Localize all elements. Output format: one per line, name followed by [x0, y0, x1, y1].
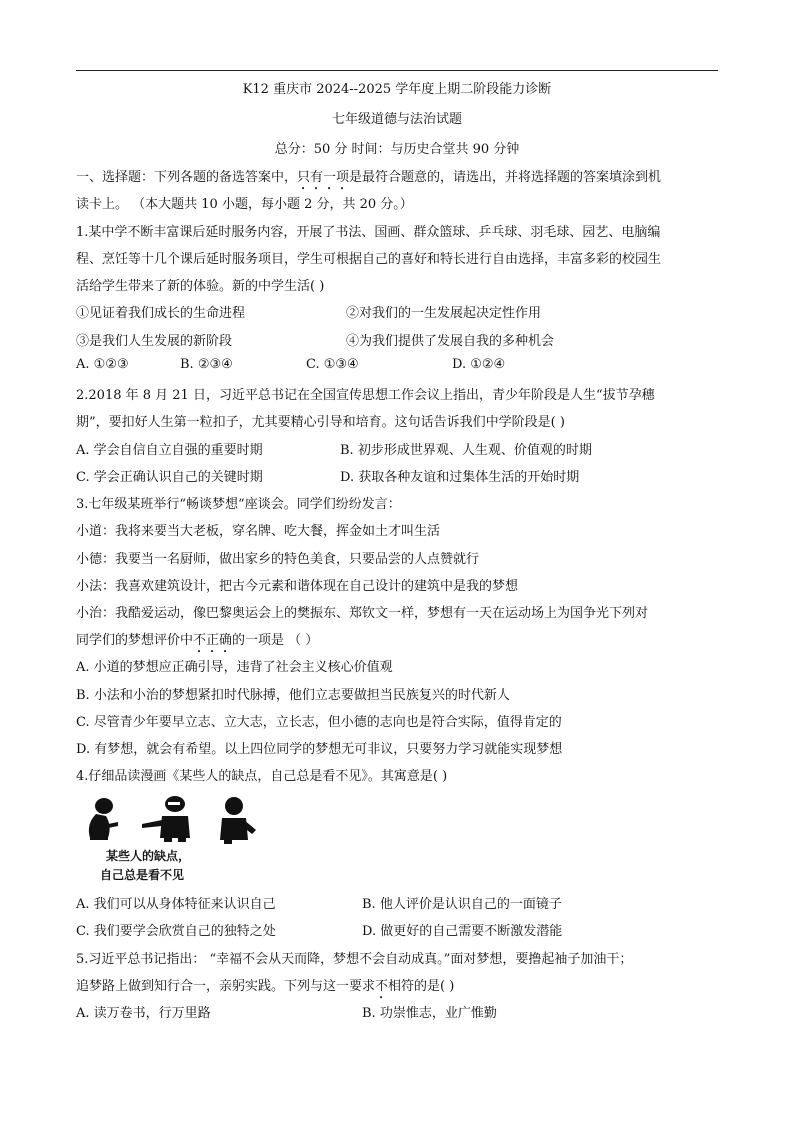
q5-option-a[interactable]: A. 读万卷书，行万里路 — [76, 1006, 211, 1021]
q2-option-d[interactable]: D. 获取各种友谊和过集体生活的开始时期 — [340, 470, 580, 485]
q3-speech-xiaodao: 小道：我将来要当大老板，穿名牌、吃大餐，挥金如土才叫生活 — [76, 524, 441, 539]
q1-statement-1: ①见证着我们成长的生命进程 — [76, 306, 246, 321]
q1-statement-2: ②对我们的一生发展起决定性作用 — [346, 306, 542, 321]
q1-option-c[interactable]: C. ①③④ — [306, 357, 359, 372]
q1-option-b[interactable]: B. ②③④ — [180, 357, 233, 372]
figure-center-pointing — [142, 796, 190, 842]
q3-option-c[interactable]: C. 尽管青少年要早立志、立大志，立长志，但小德的志向也是符合实际，值得肯定的 — [76, 715, 562, 730]
q1-stem-line1: 1.某中学不断丰富课后延时服务内容，开展了书法、国画、群众篮球、乒乓球、羽毛球、园艺、电脑编 — [76, 225, 661, 240]
q2-stem-line1: 2.2018 年 8 月 21 日，习近平总书记在全国宣传思想工作会议上指出，青少年阶段是人生“拔节孕穗 — [76, 388, 655, 403]
cartoon-caption-line1: 某些人的缺点， — [106, 849, 191, 863]
q4-stem: 4.仔细品读漫画《某些人的缺点，自己总是看不见》。其寓意是( ) — [76, 769, 448, 784]
q5-option-b[interactable]: B. 功崇惟志，业广惟勤 — [362, 1006, 497, 1021]
q1-statement-4: ④为我们提供了发展自我的多种机会 — [346, 334, 555, 349]
q2-option-c[interactable]: C. 学会正确认识自己的关键时期 — [76, 470, 263, 485]
q3-option-d[interactable]: D. 有梦想，就会有希望。以上四位同学的梦想无可非议，只要努力学习就能实现梦想 — [76, 742, 563, 757]
q3-stem: 3.七年级某班举行“畅谈梦想“座谈会。同学们纷纷发言： — [76, 497, 401, 512]
exam-subtitle: 七年级道德与法治试题 — [331, 112, 462, 127]
q2-option-a[interactable]: A. 学会自信自立自强的重要时期 — [76, 443, 263, 458]
q4-option-a[interactable]: A. 我们可以从身体特征来认识自己 — [76, 897, 276, 912]
section-instructions-line1: 一、选择题：下列各题的备选答案中，只有一项是最符合题意的，请选出，并将选择题的答案填涂到机 — [76, 170, 662, 185]
figure-right-masked — [220, 797, 256, 844]
q3-option-b[interactable]: B. 小法和小治的梦想紧扣时代脉搏，他们立志要做担当民族复兴的时代新人 — [76, 688, 510, 703]
header-rule — [76, 70, 718, 71]
cartoon-caption-line2: 自己总是看不见 — [100, 868, 185, 882]
q2-stem-line2: 期”，要扣好人生第一粒扣子，尤其要精心引导和培育。这句话告诉我们中学阶段是( ) — [76, 415, 565, 430]
section-instructions-line2: 读卡上。 （本大题共 10 小题，每小题 2 分，共 20 分。） — [76, 197, 413, 212]
q3-option-a[interactable]: A. 小道的梦想应正确引导，违背了社会主义核心价值观 — [76, 660, 393, 675]
q1-statement-3: ③是我们人生发展的新阶段 — [76, 334, 233, 349]
q1-stem-line2: 程、烹饪等十几个课后延时服务项目，学生可根据自己的喜好和特长进行自由选择，丰富多彩的校园生 — [76, 252, 662, 267]
figure-left-sitting — [89, 798, 118, 840]
emphasis-only-one: 只有一项 — [297, 170, 350, 185]
q1-option-a[interactable]: A. ①②③ — [76, 357, 129, 372]
q4-option-c[interactable]: C. 我们要学会欣赏自己的独特之处 — [76, 924, 276, 939]
q1-stem-line3: 活给学生带来了新的体验。新的中学生活( ) — [76, 279, 325, 294]
q3-speech-xiaofa: 小法：我喜欢建筑设计，把古今元素和谐体现在自己设计的建筑中是我的梦想 — [76, 579, 519, 594]
exam-title: K12 重庆市 2024--2025 学年度上期二阶段能力诊断 — [242, 82, 552, 97]
q2-option-b[interactable]: B. 初步形成世界观、人生观、价值观的时期 — [340, 443, 592, 458]
q4-option-d[interactable]: D. 做更好的自己需要不断激发潜能 — [362, 924, 563, 939]
q4-option-b[interactable]: B. 他人评价是认识自己的一面镜子 — [362, 897, 562, 912]
q1-option-d[interactable]: D. ①②④ — [452, 357, 506, 372]
q5-stem-line1: 5.习近平总书记指出： “幸福不会从天而降，梦想不会自动成真。”面对梦想，要撸起袖子加油干； — [76, 952, 633, 967]
cartoon-image — [82, 794, 276, 884]
q3-speech-xiaode: 小德：我要当一名厨师，做出家乡的特色美食，只要品尝的人点赞就行 — [76, 552, 480, 567]
q3-speech-xiaozhi: 小治：我酷爱运动，像巴黎奥运会上的樊振东、郑钦文一样，梦想有一天在运动场上为国争光下列对 — [76, 606, 649, 621]
q3-question: 同学们的梦想评价中不正确的一项是 （ ） — [76, 633, 319, 648]
emphasis-incorrect: 不正确 — [193, 633, 233, 648]
emphasis-not: 不 — [375, 979, 389, 994]
exam-meta: 总分：50 分 时间：与历史合堂共 90 分钟 — [274, 142, 520, 157]
q5-stem-line2: 追梦路上做到知行合一，亲躬实践。下列与这一要求不相符的是( ) — [76, 979, 455, 994]
